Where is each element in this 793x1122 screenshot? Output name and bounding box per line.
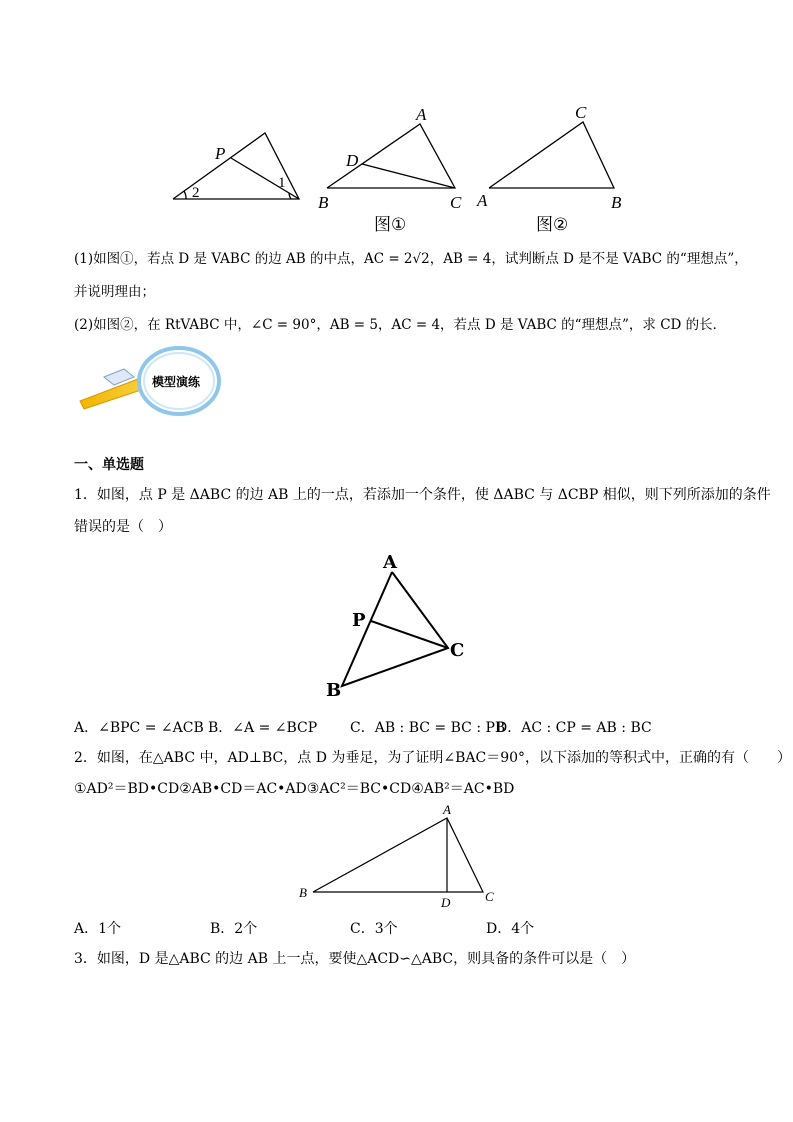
q2-option-d[interactable]: D．4个 xyxy=(486,921,535,937)
segment-pc xyxy=(371,621,448,648)
model-practice-badge xyxy=(78,343,223,418)
triangle-right-outline xyxy=(489,122,614,188)
label-c: C xyxy=(485,889,494,904)
label-b: B xyxy=(299,885,307,900)
q2-stem-line2: ①AD²＝BD•CD②AB•CD＝AC•AD③AC²＝BC•CD④AB²＝AC•BD xyxy=(74,781,515,797)
segment-dc xyxy=(362,164,455,188)
label-2: 2 xyxy=(192,185,200,201)
q1-option-c[interactable]: C．AB : BC = BC : PB xyxy=(350,720,506,736)
label-a: A xyxy=(383,552,397,573)
figure-1 xyxy=(312,100,472,240)
figure-q1 xyxy=(320,550,480,700)
problem-part1-line1: (1)如图①，若点 D 是 VABC 的边 AB 的中点，AC = 2√2，AB = 4，试判断点 D 是不是 VABC 的“理想点”， xyxy=(74,251,748,267)
label-b: B xyxy=(326,680,342,701)
figure-q2 xyxy=(295,800,505,912)
badge-label: 模型演练 xyxy=(152,375,201,389)
label-a: A xyxy=(416,105,427,124)
label-c: C xyxy=(450,640,465,661)
label-1: 1 xyxy=(278,175,286,191)
triangle-outline xyxy=(313,818,483,892)
label-b: B xyxy=(318,193,329,212)
section-title: 一、单选题 xyxy=(74,457,144,473)
q1-stem-line1: 1．如图，点 P 是 ΔABC 的边 AB 上的一点，若添加一个条件，使 ΔABC 与 ΔCBP 相似，则下列所添加的条件 xyxy=(74,487,771,503)
figure-2 xyxy=(472,100,637,240)
label-d: D xyxy=(441,895,451,910)
label-d: D xyxy=(346,151,359,170)
q1-option-d[interactable]: D．AC : CP = AB : BC xyxy=(496,720,652,736)
label-c: C xyxy=(575,103,587,122)
angle-mark-2 xyxy=(184,191,186,199)
figure-1-caption: 图① xyxy=(374,215,407,235)
q3-stem-line1: 3．如图，D 是△ABC 的边 AB 上一点，要使△ACD∽△ABC，则具备的条件可以是（ ） xyxy=(74,951,636,967)
q1-stem-line2: 错误的是（ ） xyxy=(74,519,172,535)
label-p: P xyxy=(215,144,226,163)
problem-part1-line2: 并说明理由； xyxy=(74,284,155,300)
figure-triangle-p xyxy=(165,125,310,210)
q2-option-b[interactable]: B．2个 xyxy=(210,921,258,937)
problem-part2: (2)如图②，在 RtVABC 中，∠C = 90°，AB = 5，AC = 4，若点 D 是 VABC 的“理想点”，求 CD 的长． xyxy=(74,317,727,333)
q2-stem-line1: 2．如图，在△ABC 中，AD⊥BC，点 D 为垂足，为了证明∠BAC＝90°，以下添加的等积式中，正确的有（ ） xyxy=(74,750,792,766)
label-a: A xyxy=(477,191,488,210)
label-b: B xyxy=(611,193,622,212)
figure-2-caption: 图② xyxy=(536,215,569,235)
label-c: C xyxy=(450,193,462,212)
q2-option-c[interactable]: C．3个 xyxy=(350,921,398,937)
q1-option-a[interactable]: A．∠BPC = ∠ACB xyxy=(74,720,204,736)
label-p: P xyxy=(352,610,366,631)
q2-option-a[interactable]: A．1个 xyxy=(74,921,122,937)
label-a: A xyxy=(443,802,451,817)
q1-option-b[interactable]: B．∠A = ∠BCP xyxy=(208,720,318,736)
